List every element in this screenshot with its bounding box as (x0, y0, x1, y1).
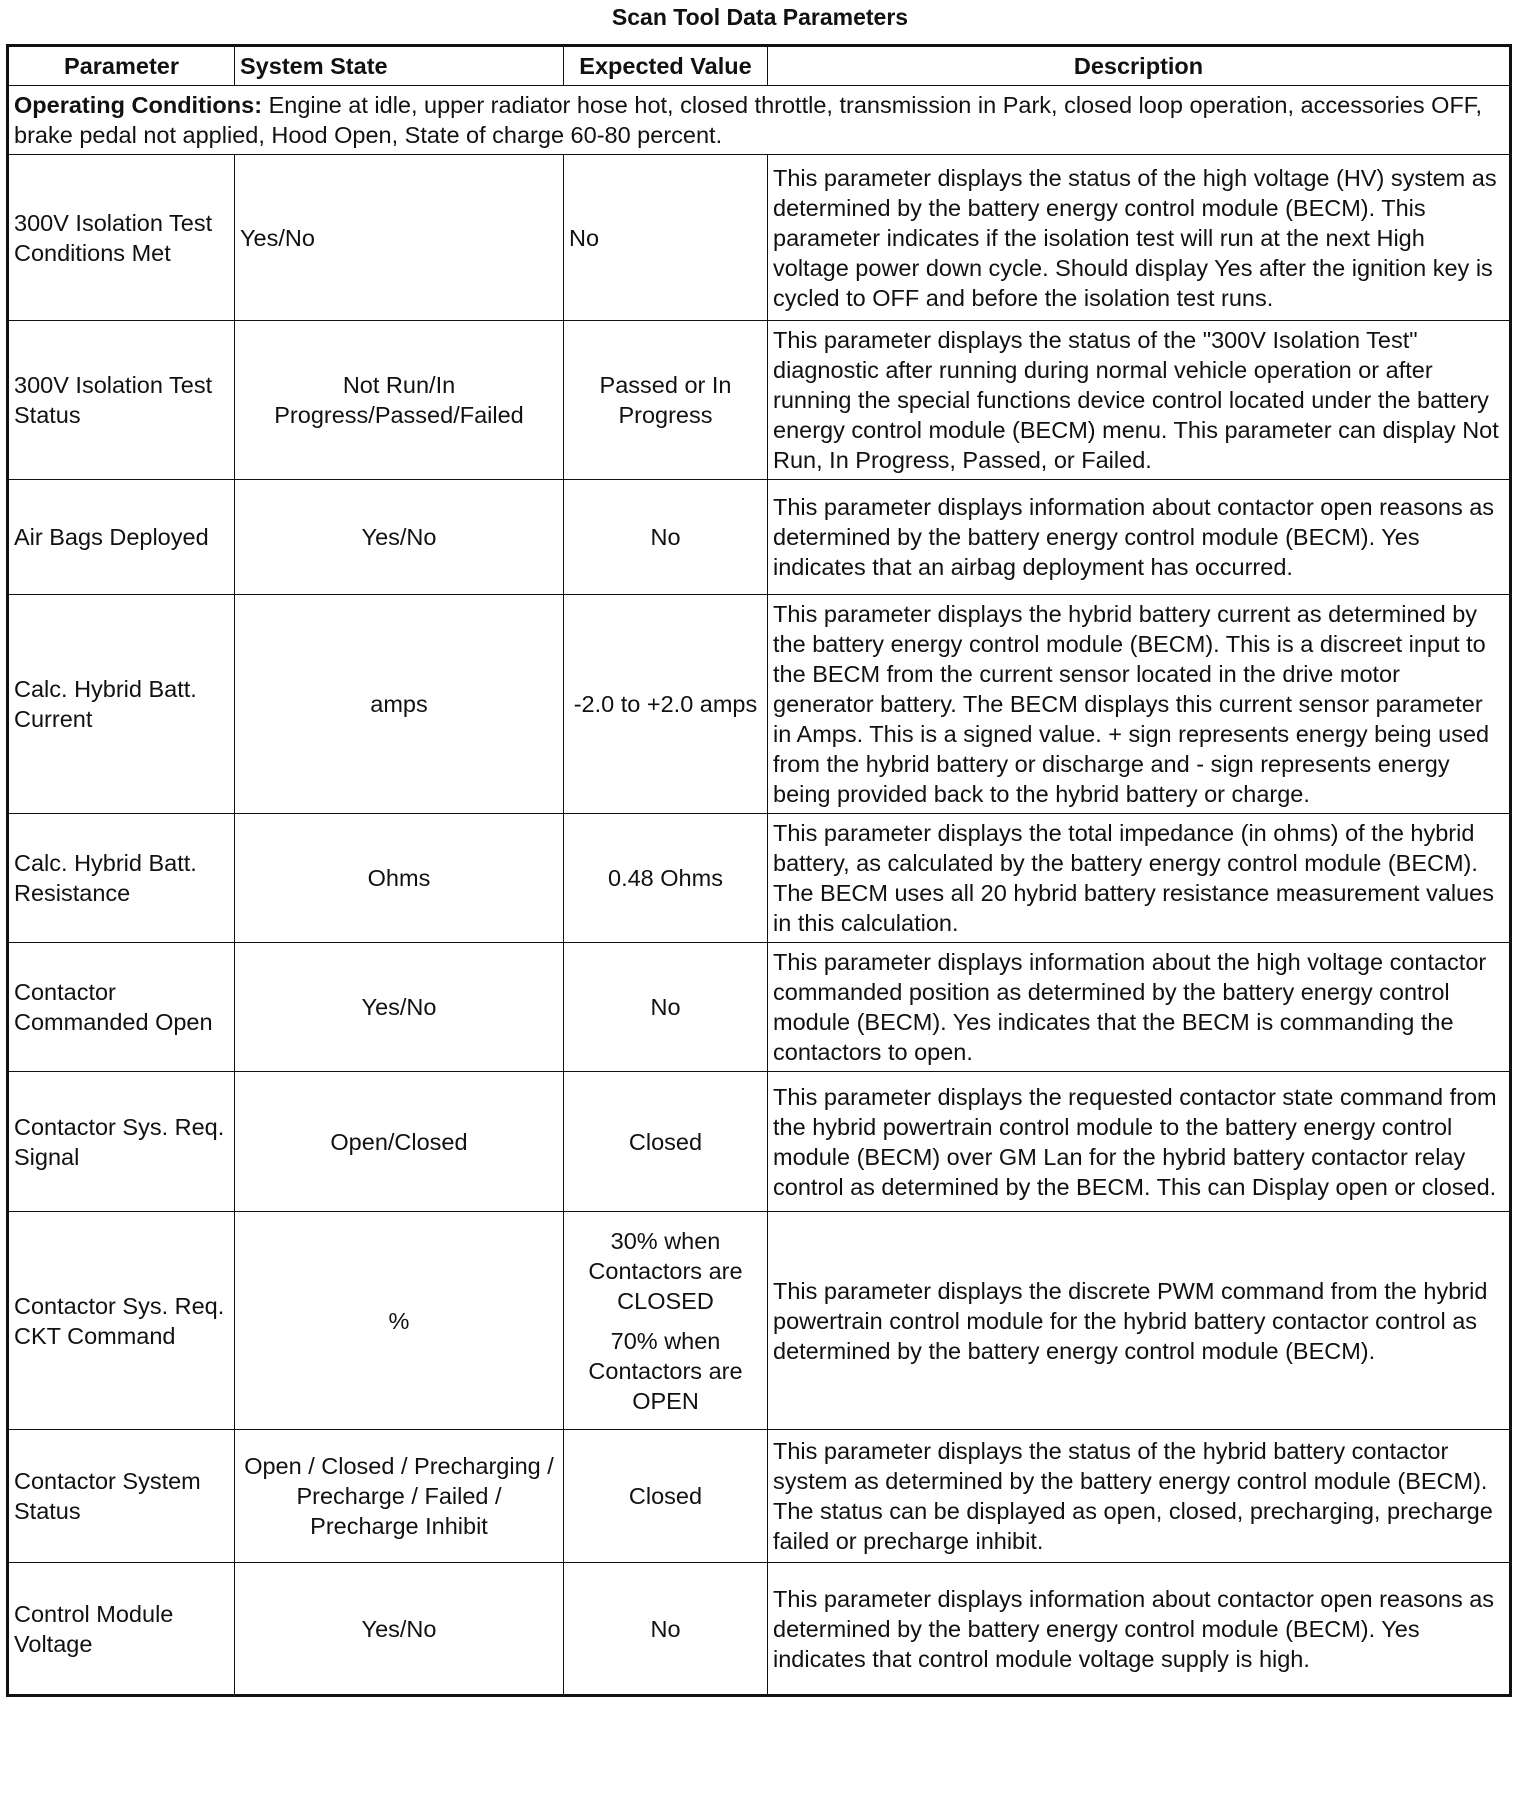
expected-value-cell: No (564, 480, 768, 595)
table-row (8, 943, 1511, 1072)
expected-value-cell: -2.0 to +2.0 amps (564, 595, 768, 814)
expected-value-cell: Closed (564, 1430, 768, 1563)
expected-value-closed: 30% when Contactors are CLOSED (588, 1227, 743, 1314)
table-row (8, 321, 1511, 480)
system-state-cell: Yes/No (235, 943, 564, 1072)
description-cell: This parameter displays information about contactor open reasons as determined by the battery energy control module (BECM). Yes indicates that an airbag deployment has occurred. (768, 480, 1511, 595)
parameter-cell: 300V Isolation Test Conditions Met (8, 155, 235, 321)
system-state-cell: Yes/No (235, 1563, 564, 1696)
expected-value-cell: No (564, 155, 768, 321)
system-state-cell: amps (235, 595, 564, 814)
description-cell: This parameter displays information about contactor open reasons as determined by the battery energy control module (BECM). Yes indicates that control module voltage supply is high. (768, 1563, 1511, 1696)
parameter-cell: Air Bags Deployed (8, 480, 235, 595)
expected-value-open: 70% when Contactors are OPEN (588, 1327, 743, 1414)
header-description: Description (768, 46, 1511, 86)
description-cell: This parameter displays information about the high voltage contactor commanded position as determined by the battery energy control module (BECM). Yes indicates that the BECM is commanding the contactors to open. (768, 943, 1511, 1072)
operating-conditions-text: Engine at idle, upper radiator hose hot, closed throttle, transmission in Park, closed loop operation, accessories OFF, brake pedal not applied, Hood Open, State of charge 60-80 percent. (14, 92, 1483, 148)
description-cell: This parameter displays the hybrid battery current as determined by the battery energy control module (BECM). This is a discreet input to the BECM from the current sensor located in the drive motor generator battery. The BECM displays this current sensor parameter in Amps. This is a signed value. + sign represents energy being used from the hybrid battery or discharge and - sign represents energy being provided back to the hybrid battery or charge. (768, 595, 1511, 814)
scan-tool-parameters-table (6, 44, 1512, 1697)
parameter-cell: Contactor Sys. Req. CKT Command (8, 1212, 235, 1430)
parameter-cell: Contactor Commanded Open (8, 943, 235, 1072)
table-row (8, 1072, 1511, 1212)
header-parameter: Parameter (8, 46, 235, 86)
description-cell: This parameter displays the discrete PWM command from the hybrid powertrain control module for the hybrid battery contactor control as determined by the battery energy control module (BECM). (768, 1212, 1511, 1430)
header-system-state: System State (235, 46, 564, 86)
expected-value-cell: No (564, 1563, 768, 1696)
parameter-cell: Calc. Hybrid Batt. Resistance (8, 814, 235, 943)
system-state-cell: Yes/No (235, 480, 564, 595)
table-row (8, 1212, 1511, 1430)
parameter-cell: 300V Isolation Test Status (8, 321, 235, 480)
parameter-cell: Contactor Sys. Req. Signal (8, 1072, 235, 1212)
parameter-cell: Contactor System Status (8, 1430, 235, 1563)
operating-conditions-row (8, 86, 1511, 155)
system-state-cell: Yes/No (235, 155, 564, 321)
system-state-cell: Ohms (235, 814, 564, 943)
description-cell: This parameter displays the status of the high voltage (HV) system as determined by the battery energy control module (BECM). This parameter indicates if the isolation test will run at the next High voltage power down cycle. Should display Yes after the ignition key is cycled to OFF and before the isolation test runs. (768, 155, 1511, 321)
expected-value-cell: No (564, 943, 768, 1072)
description-cell: This parameter displays the total impedance (in ohms) of the hybrid battery, as calculated by the battery energy control module (BECM). The BECM uses all 20 hybrid battery resistance measurement values in this calculation. (768, 814, 1511, 943)
system-state-cell: Open / Closed / Precharging / Precharge / Failed / Precharge Inhibit (235, 1430, 564, 1563)
table-row (8, 480, 1511, 595)
table-row (8, 595, 1511, 814)
table-header-row (8, 46, 1511, 86)
parameter-cell: Calc. Hybrid Batt. Current (8, 595, 235, 814)
expected-value-cell: Closed (564, 1072, 768, 1212)
expected-value-cell: Passed or In Progress (564, 321, 768, 480)
table-row (8, 814, 1511, 943)
expected-value-cell (564, 1212, 768, 1430)
expected-value-cell: 0.48 Ohms (564, 814, 768, 943)
table-row (8, 1563, 1511, 1696)
header-expected-value: Expected Value (564, 46, 768, 86)
table-row (8, 1430, 1511, 1563)
page-title: Scan Tool Data Parameters (611, 4, 909, 30)
description-cell: This parameter displays the requested contactor state command from the hybrid powertrain control module to the battery energy control module (BECM) over GM Lan for the hybrid battery contactor relay control as determined by the BECM. This can Display open or closed. (768, 1072, 1511, 1212)
description-cell: This parameter displays the status of the hybrid battery contactor system as determined by the battery energy control module (BECM). The status can be displayed as open, closed, precharging, precharge failed or precharge inhibit. (768, 1430, 1511, 1563)
system-state-cell: Not Run/In Progress/Passed/Failed (235, 321, 564, 480)
parameter-cell: Control Module Voltage (8, 1563, 235, 1696)
description-cell: This parameter displays the status of the "300V Isolation Test" diagnostic after running during normal vehicle operation or after running the special functions device control located under the battery energy control module (BECM) menu. This parameter can display Not Run, In Progress, Passed, or Failed. (768, 321, 1511, 480)
table-row (8, 155, 1511, 321)
operating-conditions (8, 86, 1511, 155)
operating-conditions-label: Operating Conditions: (14, 92, 263, 118)
system-state-cell: % (235, 1212, 564, 1430)
system-state-cell: Open/Closed (235, 1072, 564, 1212)
